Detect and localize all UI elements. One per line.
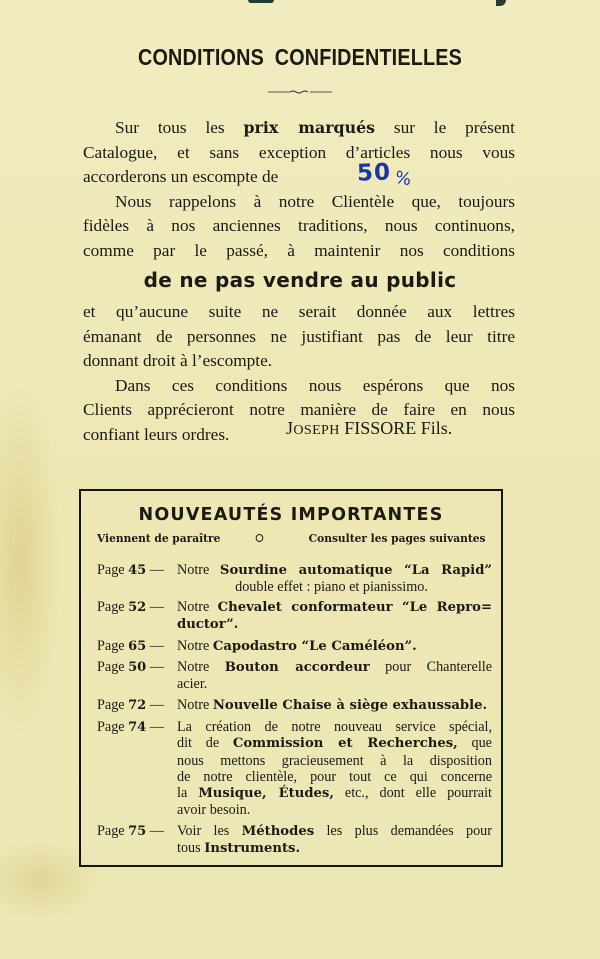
- page-label: Page: [97, 638, 129, 654]
- novelty-entry: [97, 599, 492, 634]
- text: Notre: [177, 562, 220, 578]
- text-line: [177, 735, 492, 752]
- text: tous: [177, 840, 205, 857]
- page-reference: [97, 562, 164, 579]
- percent-sign: %: [393, 167, 413, 191]
- text: double effet : piano et pianissimo.: [235, 579, 428, 596]
- page-reference: [97, 638, 164, 655]
- text-line: [177, 823, 492, 840]
- bold-text: Musique, Études,: [198, 786, 334, 802]
- text: pour Chanterelle: [369, 659, 492, 675]
- text: etc., dont elle pourrait: [333, 785, 492, 802]
- discount-value: 50: [356, 159, 392, 187]
- dash: —: [146, 823, 164, 839]
- bold-text: Commission et Recherches,: [232, 736, 458, 752]
- novelty-description: [177, 823, 492, 858]
- novelty-description: [177, 719, 492, 819]
- text: acier.: [177, 676, 208, 693]
- novelties-subtitle-row: [97, 531, 486, 549]
- dash: —: [146, 697, 164, 713]
- text-line: [177, 676, 492, 692]
- dash: —: [146, 719, 164, 735]
- novelty-entry: [97, 697, 492, 714]
- text: Notre: [177, 638, 213, 654]
- emphasis-heading: de ne pas vendre au public: [143, 268, 457, 292]
- signature-first-name: [286, 418, 340, 438]
- signature: [286, 418, 452, 439]
- novelties-title: NOUVEAUTÉS IMPORTANTES: [138, 505, 444, 525]
- page-number: 72: [128, 698, 147, 713]
- page-reference: [97, 659, 164, 676]
- text: Sur tous les: [115, 118, 244, 137]
- novelty-description: [177, 599, 492, 634]
- dash: —: [146, 659, 164, 675]
- text: Voir les: [177, 823, 242, 839]
- text-line: [177, 719, 492, 735]
- page-reference: [97, 697, 164, 714]
- text: la: [177, 785, 199, 802]
- bold-text: Chevalet conformateur “Le Repro=: [217, 600, 493, 615]
- bold-text: Méthodes: [241, 824, 315, 839]
- page-label: Page: [97, 719, 129, 735]
- text: sur le présent: [375, 118, 515, 137]
- page-number: 74: [128, 720, 147, 735]
- paragraph-discount: [83, 116, 515, 264]
- novelty-entry: [97, 638, 492, 655]
- right-caption: Consulter les pages suivantes: [308, 531, 486, 545]
- novelty-entry: [97, 823, 492, 858]
- dash: —: [146, 638, 164, 654]
- text-line: [177, 562, 492, 579]
- novelty-description: [177, 659, 492, 693]
- page-number: 45: [128, 563, 147, 578]
- text: de notre clientèle, pour tout ce qui concerne: [177, 768, 492, 785]
- page-number: 52: [128, 600, 147, 615]
- text-line: [83, 116, 515, 141]
- left-caption: Viennent de paraître: [97, 531, 221, 545]
- page-label: Page: [97, 697, 129, 713]
- text-line: confiant leurs ordres.: [83, 424, 230, 444]
- text-line: comme par le passé, à maintenir nos conditions: [83, 240, 515, 260]
- text: nous mettons gracieusement à la disposition: [177, 752, 492, 769]
- text-line: Nous rappelons à notre Clientèle que, toujours: [115, 191, 515, 211]
- text: avoir besoin.: [177, 802, 251, 819]
- text-line: fidèles à nos anciennes traditions, nous continuons,: [83, 216, 515, 236]
- page-number: 65: [128, 639, 147, 654]
- novelty-description: [177, 697, 492, 714]
- handwritten-discount: [356, 159, 413, 191]
- text: J: [286, 418, 294, 438]
- novelty-entry: [97, 719, 492, 819]
- text-line: [177, 599, 492, 616]
- decorative-rule-ornament-icon: [268, 89, 332, 95]
- bold-text: Nouvelle Chaise à siège exhaussable.: [212, 698, 488, 713]
- page-title: CONDITIONS CONFIDENTIELLES: [138, 44, 462, 70]
- page-number: 50: [128, 660, 147, 675]
- page-edge-mark: [496, 0, 506, 6]
- page-label: Page: [97, 659, 129, 675]
- text: que: [457, 735, 492, 752]
- dash: —: [146, 599, 164, 615]
- bold-text: prix marqués: [243, 118, 376, 137]
- page-reference: [97, 599, 164, 616]
- text: les plus demandées pour: [314, 823, 492, 839]
- text-line: [177, 769, 492, 785]
- text-line: [177, 659, 492, 676]
- text: Notre: [177, 599, 218, 615]
- text-line: Dans ces conditions nous espérons que nos: [115, 375, 515, 395]
- text-line: [171, 579, 492, 595]
- novelty-entry: [97, 659, 492, 693]
- text-line: [177, 840, 492, 857]
- page-label: Page: [97, 562, 129, 578]
- page-number: 75: [128, 824, 147, 839]
- page-edge-mark: [248, 0, 274, 3]
- text: OSEPH: [293, 423, 340, 438]
- text-line: [177, 697, 492, 714]
- text-line: [177, 785, 492, 802]
- bold-text: Instruments.: [204, 841, 301, 857]
- novelty-description: [177, 638, 492, 655]
- signature-last-name: FISSORE Fils.: [344, 418, 453, 438]
- text-line: Catalogue, et sans exception d’articles nous vous: [83, 142, 515, 162]
- page-label: Page: [97, 599, 129, 615]
- dash: —: [146, 562, 164, 578]
- text-line: [177, 753, 492, 769]
- page-label: Page: [97, 823, 129, 839]
- text: Notre: [177, 659, 225, 675]
- bold-text: Bouton accordeur: [224, 660, 370, 675]
- bold-text: Sourdine automatique “La Rapid”: [219, 563, 493, 578]
- page-reference: [97, 823, 164, 840]
- text-line: [177, 616, 492, 633]
- text-line: Clients apprécieront notre manière de faire en nous: [83, 400, 515, 420]
- text-line: émanant de personnes ne justifiant pas de leur titre: [83, 326, 515, 346]
- text-line: [177, 638, 492, 655]
- bold-text: ductor”.: [177, 617, 239, 633]
- text-line: [177, 802, 492, 818]
- text: Notre: [177, 697, 213, 713]
- text: dit de: [177, 735, 233, 752]
- circle-bullet-icon: [256, 534, 264, 542]
- text: La création de notre nouveau service spécial,: [177, 719, 492, 735]
- novelty-description: [177, 562, 492, 596]
- page-reference: [97, 719, 164, 736]
- bold-text: Capodastro “Le Caméléon”.: [212, 639, 417, 654]
- text-line: accorderons un escompte de: [83, 167, 279, 187]
- novelty-entry: [97, 562, 492, 596]
- text-line: donnant droit à l’escompte.: [83, 351, 273, 371]
- text-line: et qu’aucune suite ne serait donnée aux lettres: [83, 302, 515, 321]
